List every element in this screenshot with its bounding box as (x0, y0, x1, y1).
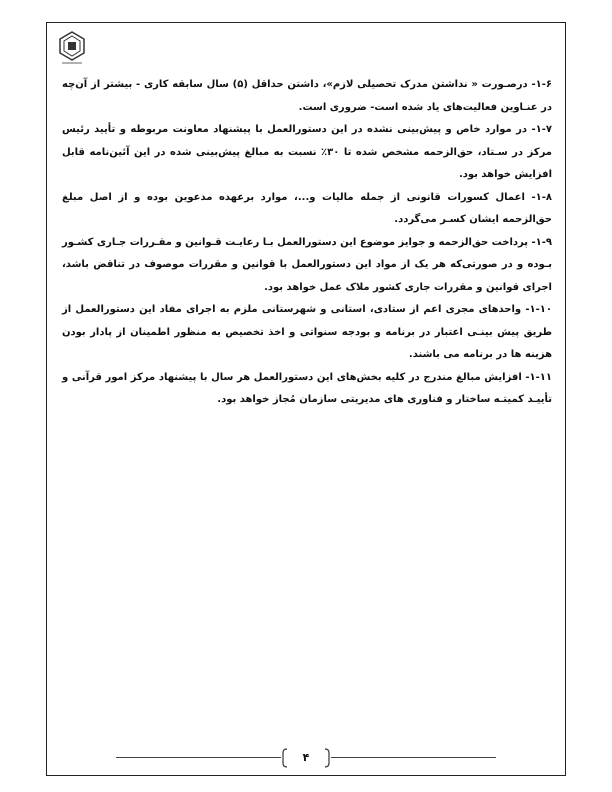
paragraph-1-8: ۱-۸- اعمال کسورات قانونی از جمله مالیات و...، موارد برعهده مدعوین بوده و از اصل مبلغ حق‌الزحمه ایشان کسـر می‌گردد. (62, 191, 552, 225)
footer-rule-right (331, 757, 496, 758)
paragraph-1-10: ۱-۱۰- واحدهای مجری اعم از ستادی، استانی و شهرستانی ملزم به اجرای مفاد این دستورالعمل از طریق پیش بینـی اعتبار در برنامه و بودجه سنواتی و اخذ تخصیص به منظور اطمینان از پادار بودن هزینه ها در برنامه می باشند. (62, 304, 552, 360)
paragraph-1-11: ۱-۱۱- افزایش مبالغ مندرج در کلیه بخش‌های این دستورالعمل هر سال با پیشنهاد مرکز امور قرآنی و تأییـد کمیتـه ساختار و فناوری های مدیریتی سازمان مُجاز خواهد بود. (62, 371, 552, 405)
right-bracket-icon (324, 748, 330, 768)
page-number: ۴ (302, 751, 310, 764)
document-body (62, 74, 552, 412)
footer-rule-left (116, 757, 281, 758)
page-footer (116, 748, 496, 768)
paragraph-1-7: ۱-۷- در موارد خاص و پیش‌بینی نشده در این دستورالعمل با پیشنهاد معاونت مربوطه و تأیید رئیس مرکز در سـتاد، حق‌الزحمه مشخص شده تا ۳۰٪ نسبت به مبالغ پیش‌بینی شده در این آئین‌نامه قابل افزایش خواهد بود. (62, 124, 552, 180)
organization-emblem-icon (56, 30, 88, 66)
paragraph-1-6: ۱-۶- درصـورت « نداشتن مدرک تحصیلی لازم»، داشتن حداقل (۵) سال سابقه کاری - بیشتر از آن‌چه در عنـاوین فعالیت‌های یاد شده است- ضروری است. (62, 79, 552, 113)
paragraph-1-9: ۱-۹- پرداخت حق‌الزحمه و جوایز موضوع این دستورالعمل بـا رعایـت قـوانین و مقـررات جـاری کشـور بـوده و در صورتی‌که هر یک از مواد این دستورالعمل با قوانین و مقررات موصوف در تناقض باشد، اجرای قوانین و مقررات جاری کشور ملاک عمل خواهد بود. (62, 236, 552, 293)
